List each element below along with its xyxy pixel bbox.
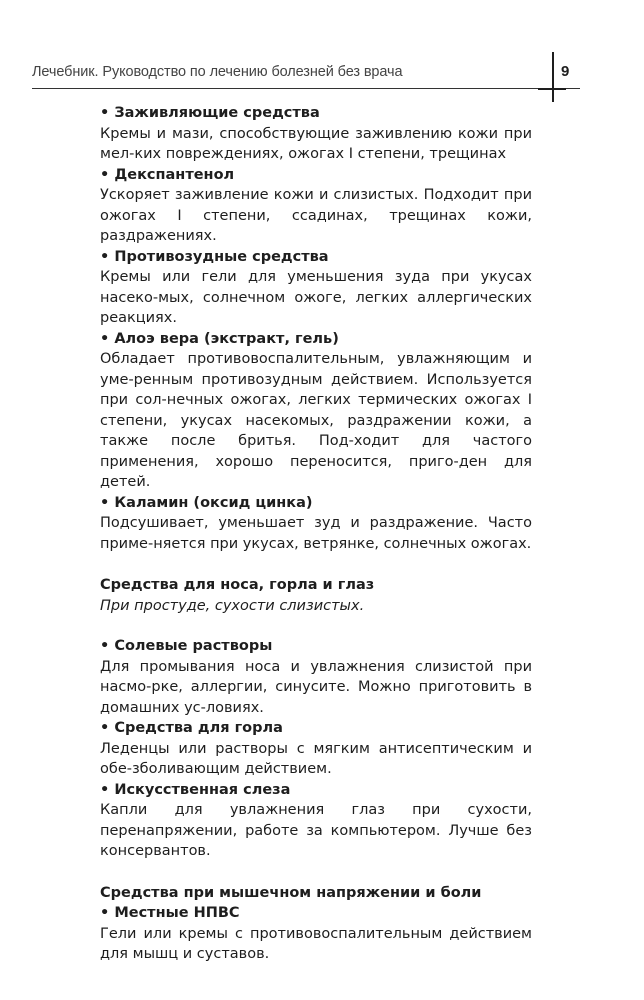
item-title: • Противозудные средства (100, 248, 329, 265)
item-text: Капли для увлажнения глаз при сухости, перенапряжении, работе за компьютером. Лучше без консервантов. (100, 802, 532, 859)
item-title: • Каламин (оксид цинка) (100, 494, 313, 511)
crop-mark-vertical (552, 52, 554, 102)
item-title: • Средства для горла (100, 720, 283, 736)
item-text: Для промывания носа и увлажнения слизистой при насмо-рке, аллергии, синусите. Можно приготовить в домашних ус-ловиях. (100, 658, 532, 716)
section-title-nose: Средства для носа, горла и глаз (100, 577, 375, 593)
item-text: Обладает противовоспалительным, увлажняющим и уме-ренным противозудным действием. Используется при сол-нечных ожогах, легких термических ожогах I степени, укусах насекомых, раздражении кожи, а также после бритья. Под-ходит для частого применения, хорошо переносится, приго-ден для детей. (100, 351, 532, 490)
item-text: Подсушивает, уменьшает зуд и раздражение. Часто приме-няется при укусах, ветрянке, солнечных ожогах. (100, 515, 532, 552)
item-text: Кремы или гели для уменьшения зуда при укусах насеко-мых, солнечном ожоге, легких аллергических реакциях. (100, 269, 532, 326)
header-rule (32, 88, 580, 89)
item-title: • Солевые растворы (100, 638, 273, 654)
item-title: • Заживляющие средства (100, 105, 320, 121)
item-title: • Искусственная слеза (100, 781, 291, 798)
crop-mark-horizontal (538, 88, 566, 90)
running-header: Лечебник. Руководство по лечению болезней без врача (32, 64, 403, 80)
item-text: Гели или кремы с противовоспалительным действием для мышц и суставов. (100, 925, 532, 962)
item-text: Кремы и мази, способствующие заживлению кожи при мел-ких повреждениях, ожогах I степени, трещинах (100, 125, 532, 162)
item-title: • Местные НПВС (100, 905, 240, 921)
page-number: 9 (561, 63, 570, 80)
item-title: • Декспантенол (100, 166, 235, 183)
item-title: • Алоэ вера (экстракт, гель) (100, 330, 339, 347)
section-subtitle-nose: При простуде, сухости слизистых. (100, 597, 365, 614)
item-text: Ускоряет заживление кожи и слизистых. Подходит при ожогах I степени, ссадинах, трещинах кожи, раздражениях. (100, 187, 532, 244)
section-title-muscle: Средства при мышечном напряжении и боли (100, 884, 482, 901)
item-text: Леденцы или растворы с мягким антисептическим и обе-зболивающим действием. (100, 740, 532, 777)
page-content (100, 103, 532, 965)
